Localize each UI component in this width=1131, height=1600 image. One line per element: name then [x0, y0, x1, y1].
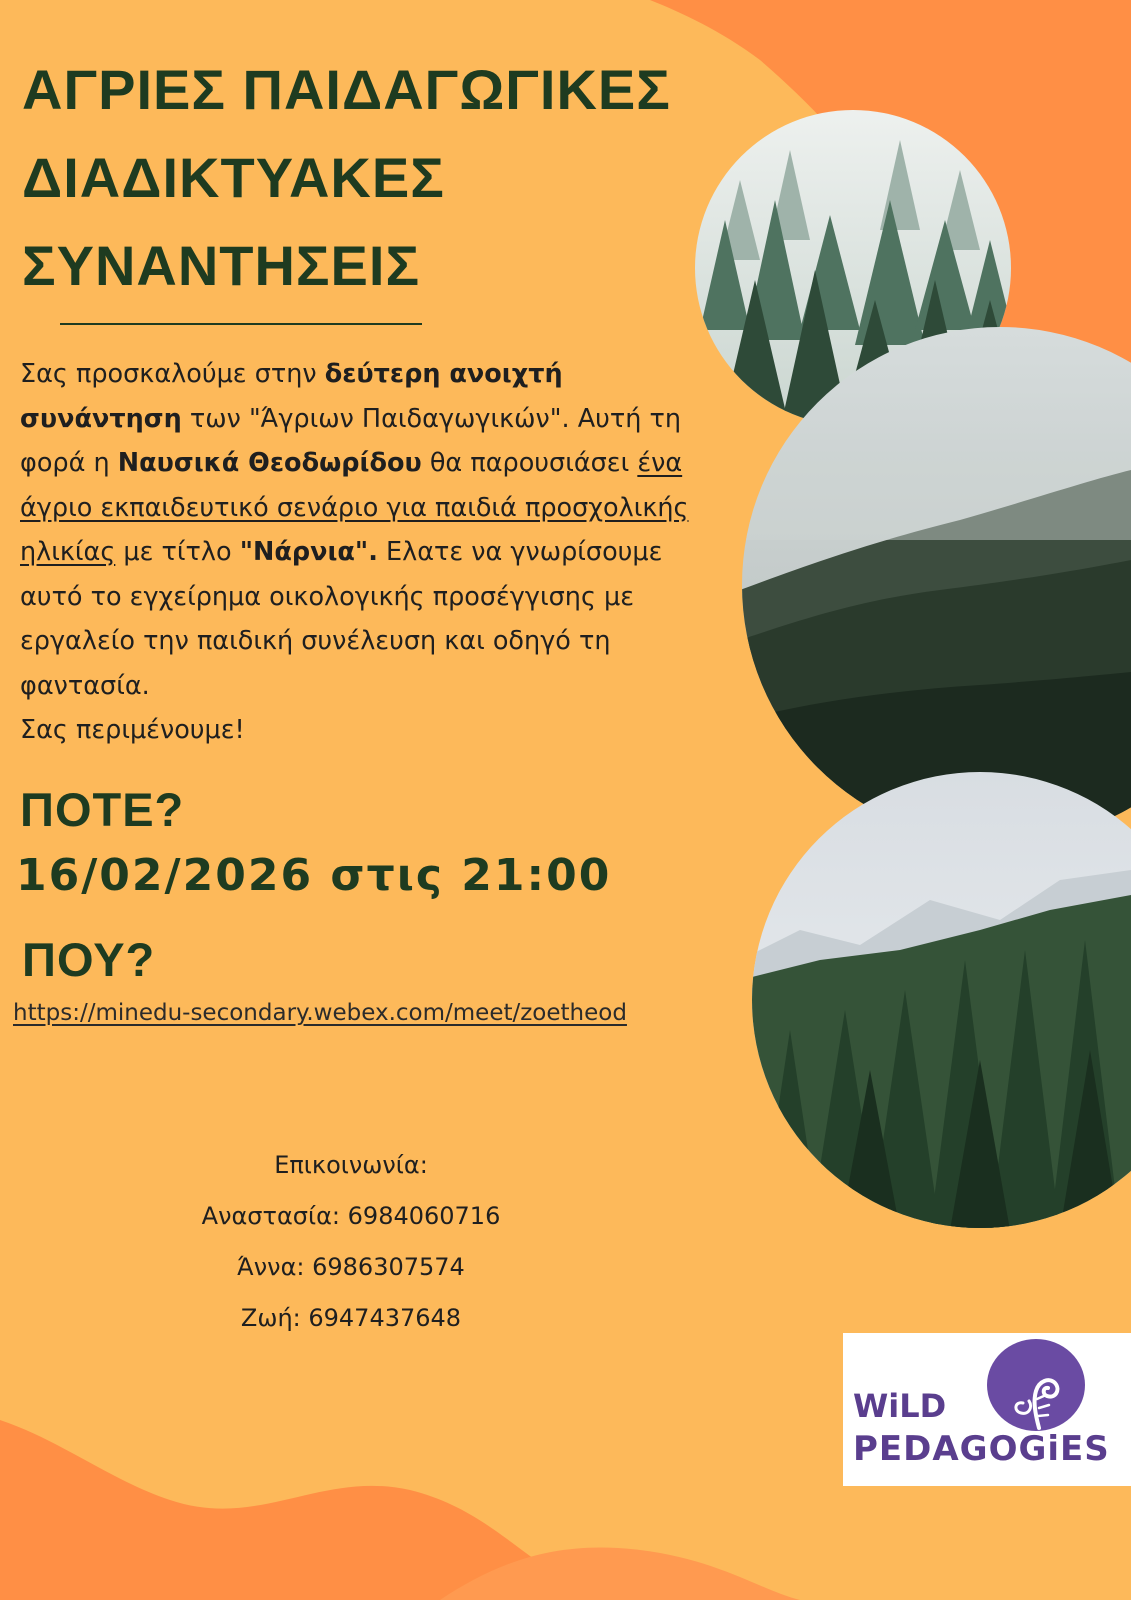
contact-block [176, 1140, 526, 1344]
contact-anastasia: Αναστασία: 6984060716 [201, 1202, 501, 1230]
scenario-description: ένα άγριο εκπαιδευτικό σενάριο για παιδιά προσχολικής ηλικίας [20, 448, 689, 567]
meeting-highlight: δεύτερη ανοιχτή συνάντηση [20, 359, 563, 434]
title-line-3: ΣΥΝΑΝΤΗΣΕΙΣ [22, 234, 421, 297]
wild-pedagogies-logo [843, 1333, 1131, 1486]
invitation-text [20, 352, 720, 753]
logo-wild-text: WiLD [853, 1387, 947, 1425]
where-label: ΠΟΥ? [22, 933, 156, 986]
intro-part-1: Σας προσκαλούμε στην [20, 359, 325, 389]
scenario-title: "Νάρνια". [239, 537, 378, 567]
intro-part-3: θα παρουσιάσει [421, 448, 638, 478]
contact-heading: Επικοινωνία: [274, 1151, 428, 1179]
title-line-1: ΑΓΡΙΕΣ ΠΑΙΔΑΓΩΓΙΚΕΣ [22, 58, 671, 121]
logo-pedagogies-text: PEDAGOGiES [853, 1429, 1110, 1469]
contact-anna: Άννα: 6986307574 [237, 1253, 465, 1281]
event-date: 16/02/2026 στις 21:00 [16, 850, 612, 901]
contact-zoi: Ζωή: 6947437648 [240, 1304, 462, 1332]
intro-part-4: με τίτλο [115, 537, 240, 567]
intro-part-5: Ελατε να γνωρίσουμε αυτό το εγχείρημα οικολογικής προσέγγισης με εργαλείο την παιδική συνέλευση και οδηγό τη φαντασία. [20, 537, 663, 701]
fern-spiral-icon [987, 1339, 1085, 1431]
presenter-name: Ναυσικά Θεοδωρίδου [117, 448, 422, 478]
snowy-mountain-forest-photo [740, 770, 1131, 1230]
title-line-2: ΔΙΑΔΙΚΤΥΑΚΕΣ [22, 146, 445, 209]
when-label: ΠΟΤΕ? [20, 783, 185, 836]
closing-line: Σας περιμένουμε! [20, 715, 245, 745]
intro-part-2: των "Άγριων Παιδαγωγικών". Αυτή τη φορά η [20, 403, 682, 478]
webex-link[interactable]: https://minedu-secondary.webex.com/meet/zoetheod [13, 1000, 627, 1026]
page-title [22, 46, 742, 310]
title-divider [60, 323, 422, 325]
